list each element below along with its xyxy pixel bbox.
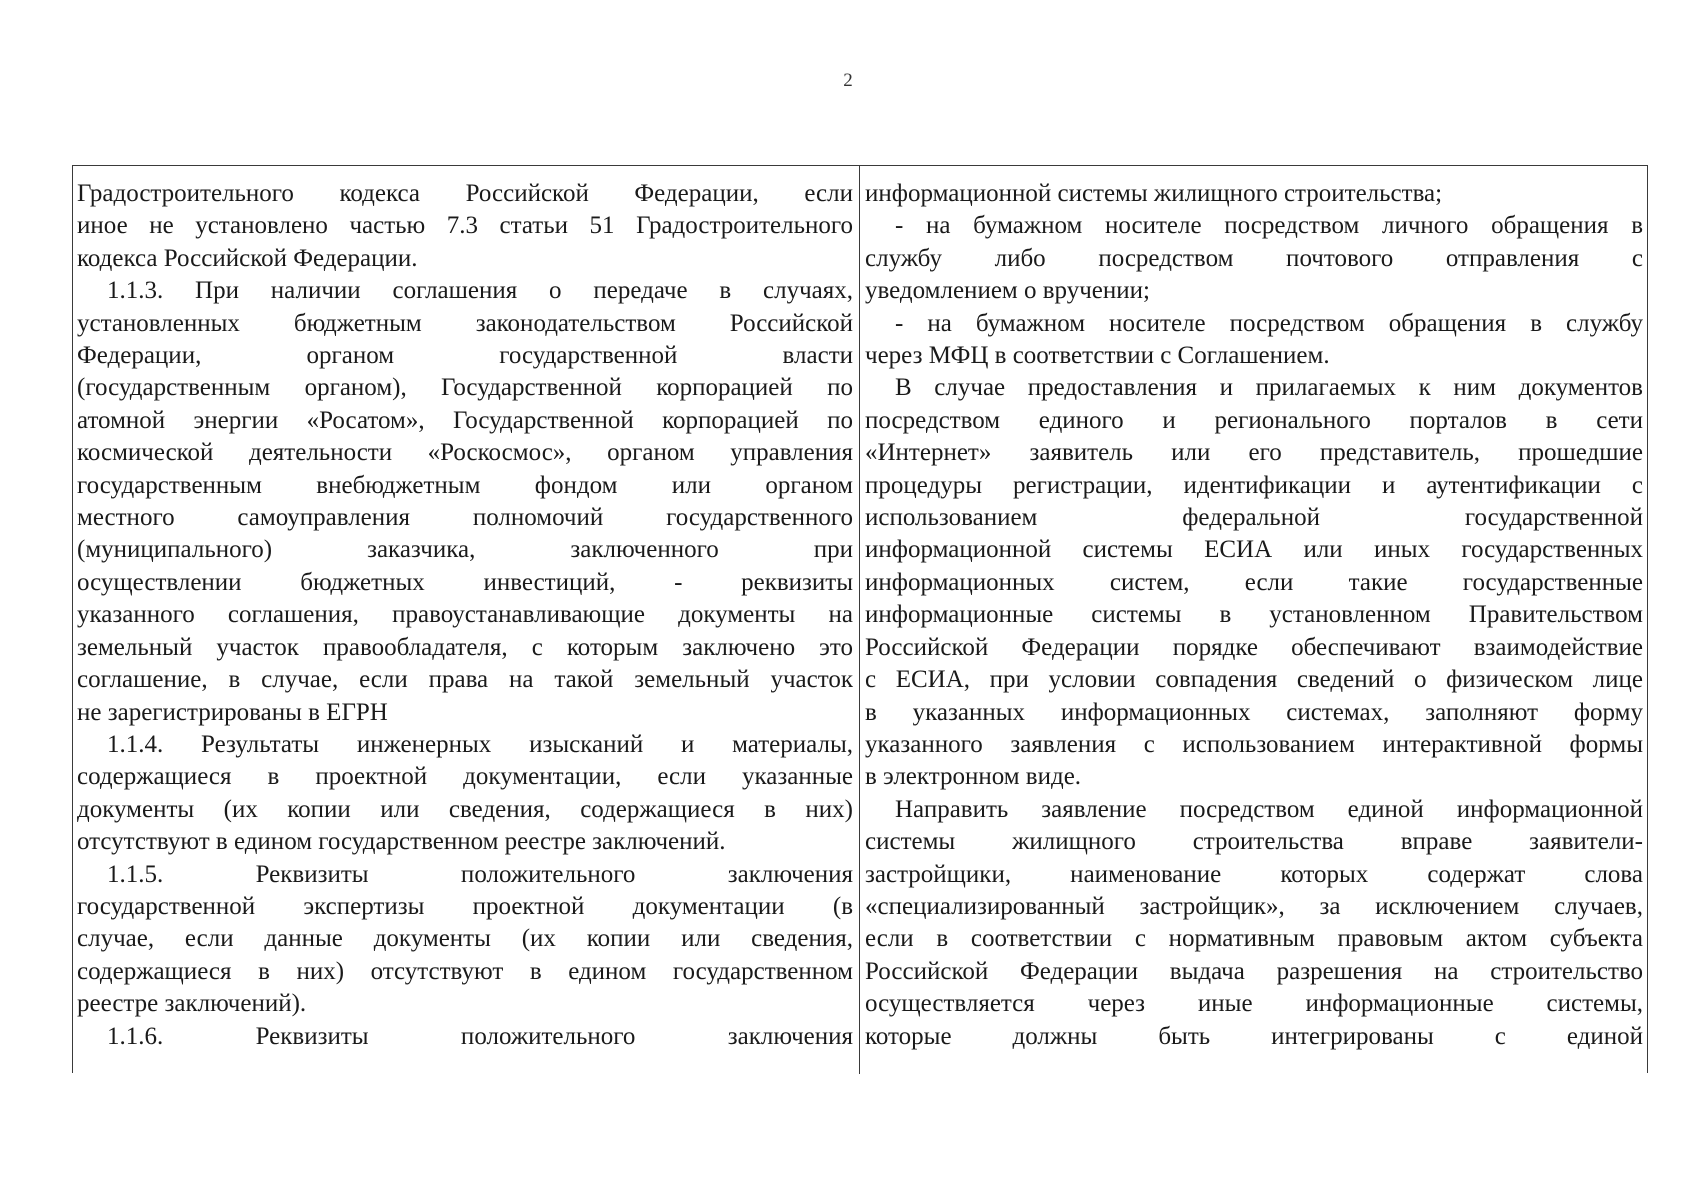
text-line: «Интернет» заявитель или его представитель, прошедшие <box>865 439 1643 467</box>
text-line: службу либо посредством почтового отправления с <box>865 244 1643 272</box>
text-line: - на бумажном носителе посредством личного обращения в <box>895 212 1643 240</box>
text-line: информационной системы ЕСИА или иных государственных <box>865 536 1643 564</box>
text-line: кодекса Российской Федерации. <box>77 244 418 272</box>
text-line: 1.1.4. Результаты инженерных изысканий и материалы, <box>107 730 853 758</box>
text-line: системы жилищного строительства вправе заявители- <box>865 828 1643 856</box>
text-line: посредством единого и регионального порталов в сети <box>865 406 1643 434</box>
text-line: государственной экспертизы проектной документации (в <box>77 892 853 920</box>
text-line: если в соответствии с нормативным правовым актом субъекта <box>865 925 1643 953</box>
text-line: Российской Федерации порядке обеспечивают взаимодействие <box>865 633 1643 661</box>
text-line: местного самоуправления полномочий государственного <box>77 504 853 532</box>
text-line: соглашение, в случае, если права на такой земельный участок <box>77 666 853 694</box>
text-line: государственным внебюджетным фондом или органом <box>77 471 853 499</box>
text-line: В случае предоставления и прилагаемых к ним документов <box>895 374 1643 402</box>
text-line: Российской Федерации выдача разрешения на строительство <box>865 957 1643 985</box>
text-line: (муниципального) заказчика, заключенного при <box>77 536 853 564</box>
right-column <box>865 178 1643 1053</box>
text-line: земельный участок правообладателя, с которым заключено это <box>77 633 853 661</box>
text-line: космической деятельности «Роскосмос», органом управления <box>77 439 853 467</box>
text-line: с ЕСИА, при условии совпадения сведений о физическом лице <box>865 666 1643 694</box>
text-line: (государственным органом), Государственной корпорацией по <box>77 374 853 402</box>
text-line: информационные системы в установленном Правительством <box>865 601 1643 629</box>
document-table <box>72 165 1648 1073</box>
text-line: через МФЦ в соответствии с Соглашением. <box>865 342 1330 370</box>
page-number: 2 <box>843 70 853 91</box>
column-divider <box>859 166 860 1074</box>
text-line: 1.1.6. Реквизиты положительного заключения <box>107 1022 853 1050</box>
text-line: осуществлении бюджетных инвестиций, - реквизиты <box>77 568 853 596</box>
text-line: которые должны быть интегрированы с единой <box>865 1022 1643 1050</box>
left-column <box>77 178 853 1053</box>
text-line: документы (их копии или сведения, содержащиеся в них) <box>77 795 853 823</box>
text-line: установленных бюджетным законодательством Российской <box>77 309 853 337</box>
text-line: осуществляется через иные информационные системы, <box>865 990 1643 1018</box>
text-line: процедуры регистрации, идентификации и аутентификации с <box>865 471 1643 499</box>
text-line: указанного соглашения, правоустанавливающие документы на <box>77 601 853 629</box>
text-line: использованием федеральной государственной <box>865 504 1643 532</box>
text-line: «специализированный застройщик», за исключением случаев, <box>865 892 1643 920</box>
text-line: случае, если данные документы (их копии или сведения, <box>77 925 853 953</box>
text-line: застройщики, наименование которых содержат слова <box>865 860 1643 888</box>
text-line: информационной системы жилищного строительства; <box>865 180 1443 207</box>
text-line: в указанных информационных системах, заполняют форму <box>865 698 1643 726</box>
text-line: Направить заявление посредством единой информационной <box>895 795 1643 823</box>
text-line: реестре заключений). <box>77 990 307 1018</box>
text-line: 1.1.3. При наличии соглашения о передаче в случаях, <box>107 277 853 305</box>
text-line: 1.1.5. Реквизиты положительного заключения <box>107 860 853 888</box>
text-line: Градостроительного кодекса Российской Федерации, если <box>77 180 853 207</box>
text-line: содержащиеся в них) отсутствуют в едином государственном <box>77 957 853 985</box>
text-line: не зарегистрированы в ЕГРН <box>77 698 388 726</box>
text-line: в электронном виде. <box>865 763 1082 791</box>
text-line: содержащиеся в проектной документации, если указанные <box>77 763 853 791</box>
text-line: - на бумажном носителе посредством обращения в службу <box>895 309 1643 337</box>
text-line: уведомлением о вручении; <box>865 277 1150 305</box>
text-line: иное не установлено частью 7.3 статьи 51 Градостроительного <box>77 212 853 240</box>
text-line: информационных систем, если такие государственные <box>865 568 1643 596</box>
text-line: Федерации, органом государственной власти <box>77 342 853 370</box>
text-line: указанного заявления с использованием интерактивной формы <box>865 730 1643 758</box>
text-line: атомной энергии «Росатом», Государственной корпорацией по <box>77 406 853 434</box>
text-line: отсутствуют в едином государственном реестре заключений. <box>77 828 726 856</box>
